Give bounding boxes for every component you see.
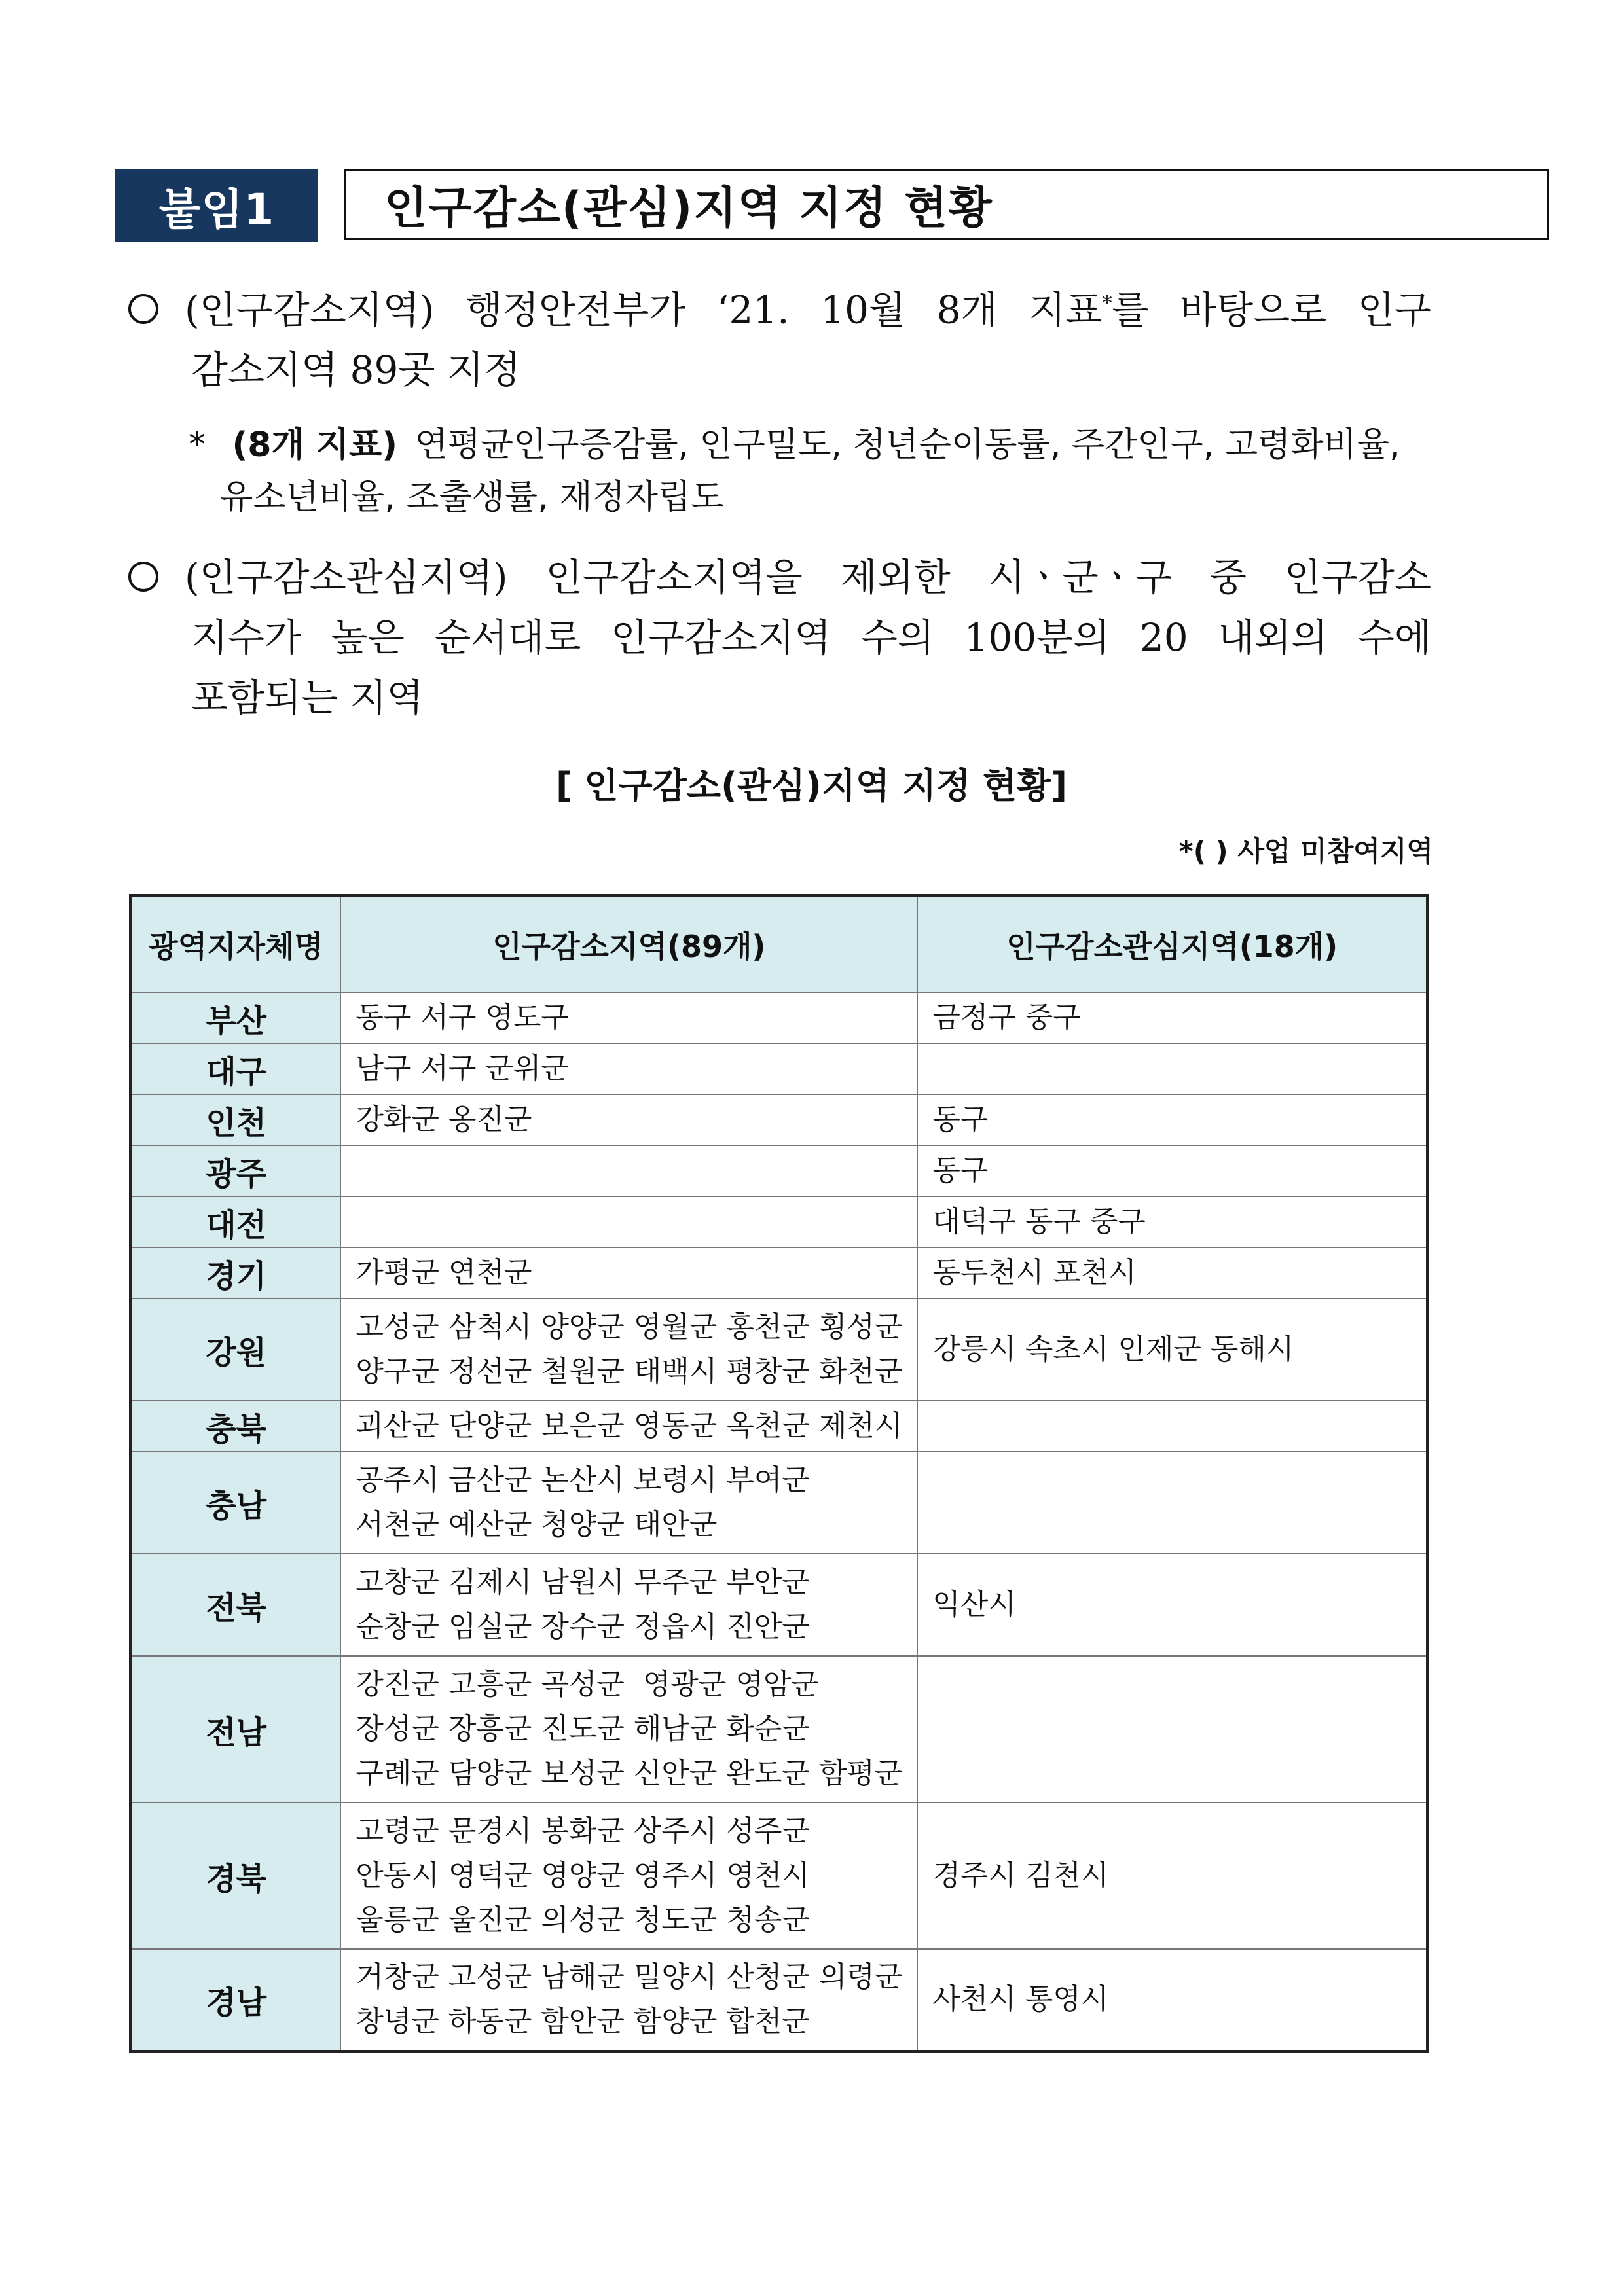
province-name: 대전 — [131, 1196, 341, 1247]
interest-regions-cell — [917, 1401, 1427, 1452]
para1-line2: 감소지역 89곳 지정 — [191, 348, 520, 393]
decline-regions-line: 창녕군 하동군 함안군 함양군 합천군 — [356, 2005, 810, 2039]
interest-regions-line: 경주시 김천시 — [932, 1859, 1109, 1892]
interest-regions-cell — [917, 1656, 1427, 1803]
province-name: 경북 — [131, 1803, 341, 1949]
decline-regions-cell — [340, 1452, 917, 1554]
decline-regions-line: 울릉군 울진군 의성군 청도군 청송군 — [356, 1903, 810, 1937]
decline-regions-line: 가평군 연천군 — [356, 1256, 532, 1289]
decline-regions-cell — [340, 1043, 917, 1094]
para2-line3: 포함되는 지역 — [191, 675, 424, 720]
decline-regions-line: 순창군 임실군 장수군 정읍시 진안군 — [356, 1610, 810, 1643]
province-name: 대구 — [131, 1043, 341, 1094]
decline-regions-line: 안동시 영덕군 영양군 영주시 영천시 — [356, 1859, 810, 1892]
decline-regions-line: 남구 서구 군위군 — [356, 1052, 569, 1085]
para1-line1-tail: 를 바탕으로 인구 — [1112, 287, 1431, 332]
decline-regions-line: 괴산군 단양군 보은군 영동군 옥천군 제천시 — [356, 1409, 903, 1443]
table-row — [131, 1043, 1428, 1094]
interest-regions-cell — [917, 1247, 1427, 1299]
header-decline-regions: 인구감소지역(89개) — [340, 896, 917, 993]
interest-regions-cell — [917, 1145, 1427, 1196]
table-row — [131, 1247, 1428, 1299]
bullet-circle-icon — [128, 294, 158, 324]
decline-regions-cell — [340, 1094, 917, 1145]
province-name: 부산 — [131, 992, 341, 1043]
table-row — [131, 1094, 1428, 1145]
interest-regions-line: 사천시 통영시 — [932, 1982, 1109, 2017]
regions-table — [129, 894, 1429, 2053]
decline-regions-cell — [340, 1401, 917, 1452]
note-label: (8개 지표) — [232, 425, 398, 465]
interest-regions-cell — [917, 1554, 1427, 1656]
province-name: 충북 — [131, 1401, 341, 1452]
province-name: 광주 — [131, 1145, 341, 1196]
interest-regions-cell — [917, 1803, 1427, 1949]
table-row — [131, 1452, 1428, 1554]
table-row — [131, 1554, 1428, 1656]
interest-regions-line: 대덕구 동구 중구 — [932, 1205, 1146, 1238]
decline-regions-line: 거창군 고성군 남해군 밀양시 산청군 의령군 — [356, 1960, 903, 1994]
interest-regions-cell — [917, 1949, 1427, 2051]
decline-regions-line: 장성군 장흥군 진도군 해남군 화순군 — [356, 1712, 810, 1746]
note-line2: 유소년비율, 조출생률, 재정자립도 — [220, 478, 724, 517]
decline-regions-cell — [340, 992, 917, 1043]
table-legend: *( ) 사업 미참여지역 — [1178, 835, 1433, 867]
interest-regions-line: 강릉시 속초시 인제군 동해시 — [932, 1333, 1294, 1366]
table-row — [131, 1949, 1428, 2051]
decline-regions-line: 강진군 고흥군 곡성군 영광군 영암군 — [356, 1668, 819, 1701]
province-name: 전남 — [131, 1656, 341, 1803]
table-row — [131, 992, 1428, 1043]
interest-regions-line: 익산시 — [932, 1588, 1016, 1621]
bullet-circle-icon — [128, 562, 158, 592]
province-name: 인천 — [131, 1094, 341, 1145]
province-name: 경남 — [131, 1949, 341, 2051]
interest-regions-cell — [917, 1452, 1427, 1554]
table-row — [131, 1145, 1428, 1196]
interest-regions-line: 동두천시 포천시 — [932, 1256, 1137, 1289]
paragraph-decline-regions — [128, 274, 1431, 400]
table-header-row — [131, 896, 1428, 993]
indicator-note — [189, 419, 1432, 524]
decline-regions-line: 고령군 문경시 봉화군 상주시 성주군 — [356, 1814, 810, 1848]
decline-regions-line: 고성군 삼척시 양양군 영월군 홍천군 횡성군 — [356, 1310, 903, 1344]
decline-regions-line: 서천군 예산군 청양군 태안군 — [356, 1508, 718, 1541]
table-caption: [ 인구감소(관심)지역 지정 현황] — [555, 765, 1068, 806]
decline-regions-cell — [340, 1145, 917, 1196]
decline-regions-line: 양구군 정선군 철원군 태백시 평창군 화천군 — [356, 1355, 903, 1388]
decline-regions-cell — [340, 1656, 917, 1803]
table-body — [131, 992, 1428, 2051]
interest-regions-cell — [917, 992, 1427, 1043]
page-title: 인구감소(관심)지역 지정 현황 — [344, 169, 1549, 240]
interest-regions-line: 동구 — [932, 1103, 989, 1136]
note-star: * — [189, 425, 206, 465]
province-name: 경기 — [131, 1247, 341, 1299]
interest-regions-cell — [917, 1043, 1427, 1094]
header-province: 광역지자체명 — [131, 896, 341, 993]
table-row — [131, 1299, 1428, 1401]
decline-regions-line: 강화군 옹진군 — [356, 1103, 532, 1136]
interest-regions-line: 금정구 중구 — [932, 1001, 1081, 1034]
attachment-badge: 붙임1 — [115, 169, 318, 242]
para2-line1: (인구감소관심지역) 인구감소지역을 제외한 시ㆍ군ㆍ구 중 인구감소 — [185, 555, 1431, 600]
paragraph-interest-regions — [128, 547, 1431, 728]
decline-regions-line: 고창군 김제시 남원시 무주군 부안군 — [356, 1566, 810, 1599]
interest-regions-cell — [917, 1094, 1427, 1145]
header-interest-regions: 인구감소관심지역(18개) — [917, 896, 1427, 993]
decline-regions-cell — [340, 1247, 917, 1299]
interest-regions-line: 동구 — [932, 1154, 989, 1187]
province-name: 강원 — [131, 1299, 341, 1401]
para1-footnote-mark: * — [1102, 292, 1112, 315]
decline-regions-line: 동구 서구 영도구 — [356, 1001, 569, 1034]
decline-regions-cell — [340, 1196, 917, 1247]
decline-regions-cell — [340, 1803, 917, 1949]
province-name: 전북 — [131, 1554, 341, 1656]
interest-regions-cell — [917, 1299, 1427, 1401]
decline-regions-cell — [340, 1554, 917, 1656]
note-line1: 연평균인구증감률, 인구밀도, 청년순이동률, 주간인구, 고령화비율, — [414, 425, 1400, 465]
para1-line1: (인구감소지역) 행정안전부가 ‘21. 10월 8개 지표 — [185, 287, 1103, 332]
decline-regions-line: 구례군 담양군 보성군 신안군 완도군 함평군 — [356, 1757, 903, 1790]
decline-regions-line: 공주시 금산군 논산시 보령시 부여군 — [356, 1463, 810, 1497]
table-row — [131, 1196, 1428, 1247]
province-name: 충남 — [131, 1452, 341, 1554]
table-row — [131, 1656, 1428, 1803]
table-row — [131, 1401, 1428, 1452]
para2-line2: 지수가 높은 순서대로 인구감소지역 수의 100분의 20 내외의 수에 — [191, 615, 1431, 660]
decline-regions-cell — [340, 1949, 917, 2051]
table-row — [131, 1803, 1428, 1949]
decline-regions-cell — [340, 1299, 917, 1401]
interest-regions-cell — [917, 1196, 1427, 1247]
